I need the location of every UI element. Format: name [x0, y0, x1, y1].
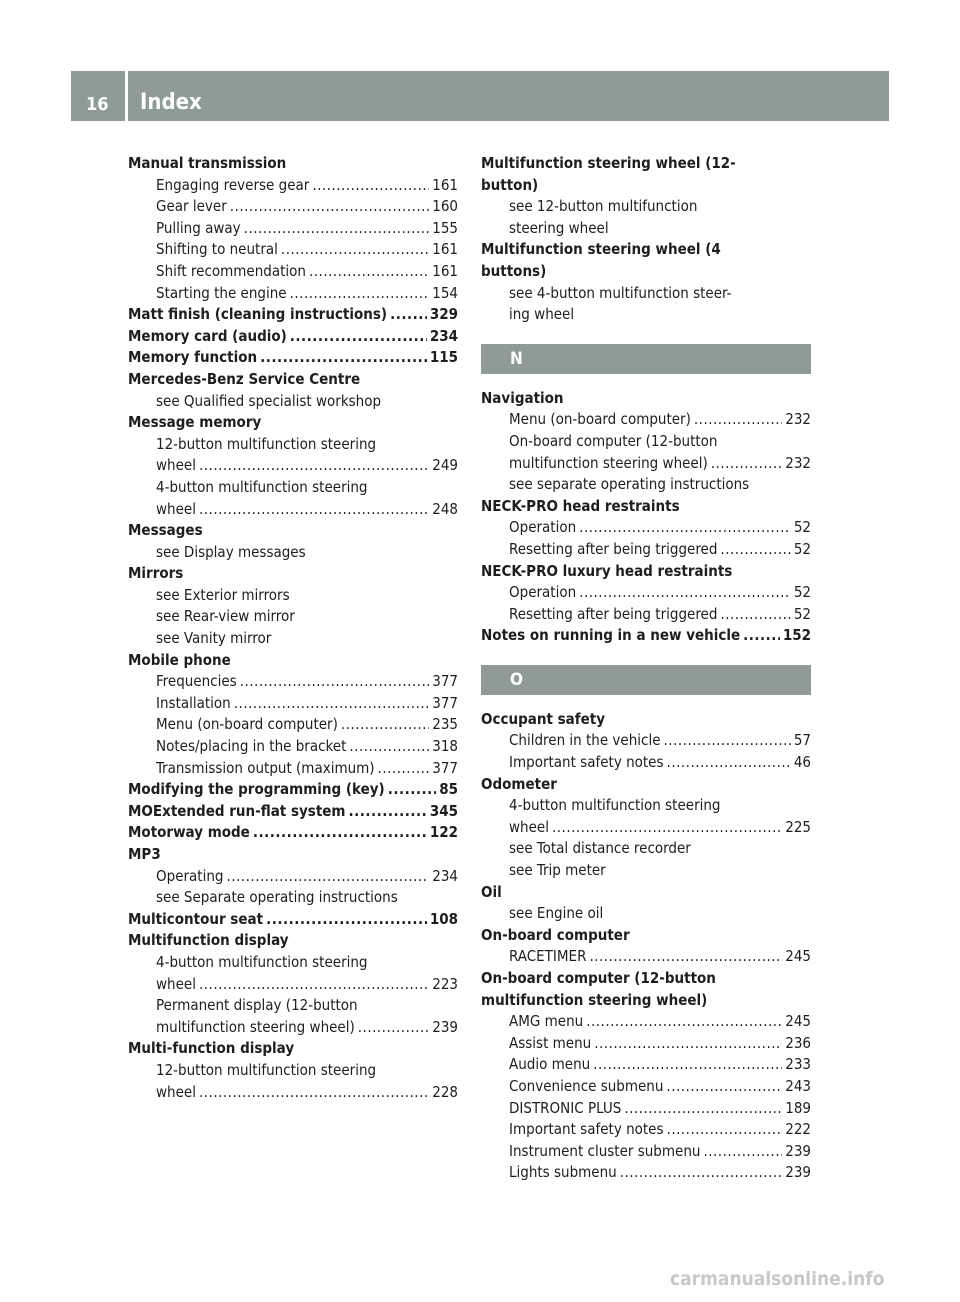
- entry-label: wheel: [509, 817, 549, 836]
- entry-label: Shift recommendation: [156, 261, 306, 280]
- dot-leader: [266, 909, 427, 931]
- entry-label: see Vanity mirror: [156, 629, 272, 648]
- entry-label: multifunction steering wheel): [481, 990, 708, 1009]
- page-reference[interactable]: 232: [785, 410, 811, 429]
- page-reference[interactable]: 377: [432, 672, 458, 691]
- entry-label: buttons): [481, 261, 547, 280]
- index-entry: [481, 774, 811, 796]
- entry-label: see separate operating instructions: [509, 475, 750, 494]
- index-entry: [481, 496, 811, 518]
- index-subentry: [128, 434, 458, 456]
- index-entry: [128, 412, 458, 434]
- index-subentry[interactable]: [481, 517, 811, 539]
- entry-label: Multifunction display: [128, 931, 289, 950]
- index-subentry[interactable]: [128, 866, 458, 888]
- entry-label: Transmission output (maximum): [156, 758, 375, 777]
- page-reference[interactable]: 233: [785, 1055, 811, 1074]
- entry-label: Lights submenu: [509, 1163, 617, 1182]
- index-subentry[interactable]: [481, 752, 811, 774]
- entry-label: Oil: [481, 882, 502, 901]
- page-reference[interactable]: 245: [785, 1012, 811, 1031]
- index-subentry: [481, 795, 811, 817]
- entry-label: see Display messages: [156, 542, 306, 561]
- page-reference[interactable]: 108: [429, 909, 458, 928]
- index-entry: [128, 369, 458, 391]
- entry-label: Gear lever: [156, 197, 227, 216]
- entry-label: Mobile phone: [128, 650, 231, 669]
- index-subentry[interactable]: [481, 1098, 811, 1120]
- page-reference[interactable]: 223: [432, 974, 458, 993]
- dot-leader: [349, 736, 429, 758]
- entry-label: 4-button multifunction steering: [156, 952, 368, 971]
- page-reference[interactable]: 161: [432, 261, 458, 280]
- index-entry[interactable]: [481, 625, 811, 647]
- dot-leader: [620, 1162, 783, 1184]
- page-reference[interactable]: 189: [785, 1098, 811, 1117]
- dot-leader: [594, 1033, 782, 1055]
- index-subentry[interactable]: [128, 175, 458, 197]
- index-subentry[interactable]: [128, 671, 458, 693]
- entry-label: Pulling away: [156, 218, 241, 237]
- entry-label: 4-button multifunction steering: [509, 796, 721, 815]
- page-reference[interactable]: 345: [429, 801, 458, 820]
- index-subentry[interactable]: [481, 539, 811, 561]
- entry-label: Multicontour seat: [128, 909, 264, 928]
- page-reference[interactable]: 154: [432, 283, 458, 302]
- dot-leader: [199, 974, 429, 996]
- index-entry: [481, 388, 811, 410]
- entry-label: wheel: [156, 456, 196, 475]
- index-subentry: [481, 838, 811, 860]
- entry-label: Shifting to neutral: [156, 240, 278, 259]
- page-reference[interactable]: 52: [793, 518, 811, 537]
- entry-label: ing wheel: [509, 305, 575, 324]
- entry-label: On-board computer: [481, 925, 630, 944]
- dot-leader: [666, 1076, 782, 1098]
- index-subentry: [481, 903, 811, 925]
- dot-leader: [720, 604, 790, 626]
- page-reference[interactable]: 248: [432, 499, 458, 518]
- entry-label: Navigation: [481, 388, 564, 407]
- index-entry: [481, 709, 811, 731]
- dot-leader: [244, 218, 430, 240]
- index-subentry: [128, 1060, 458, 1082]
- entry-label: Children in the vehicle: [509, 731, 661, 750]
- page-reference[interactable]: 222: [785, 1120, 811, 1139]
- entry-label: Occupant safety: [481, 709, 606, 728]
- dot-leader: [378, 758, 430, 780]
- page-reference[interactable]: 122: [429, 823, 458, 842]
- entry-label: NECK-PRO head restraints: [481, 496, 680, 515]
- page-reference[interactable]: 52: [793, 583, 811, 602]
- page-reference[interactable]: 245: [785, 947, 811, 966]
- entry-label: Operation: [509, 518, 577, 537]
- entry-label: see 4-button multifunction steer-: [509, 283, 732, 302]
- dot-leader: [586, 1011, 782, 1033]
- entry-label: Important safety notes: [509, 753, 664, 772]
- page-reference[interactable]: 234: [429, 326, 458, 345]
- index-subentry: [481, 431, 811, 453]
- page-reference[interactable]: 155: [432, 218, 458, 237]
- entry-label: see Trip meter: [509, 861, 606, 880]
- index-subentry: [481, 474, 811, 496]
- index-subentry[interactable]: [128, 239, 458, 261]
- dot-leader: [593, 1054, 782, 1076]
- entry-label: wheel: [156, 974, 196, 993]
- dot-leader: [312, 175, 429, 197]
- page-reference[interactable]: 85: [439, 780, 458, 799]
- index-entry: [481, 153, 811, 175]
- page-reference[interactable]: 225: [785, 817, 811, 836]
- index-entry: [128, 563, 458, 585]
- index-entry: [128, 844, 458, 866]
- dot-leader: [253, 822, 427, 844]
- page-number: 16: [86, 94, 109, 115]
- index-column-right: [481, 153, 811, 1184]
- entry-label: wheel: [156, 1082, 196, 1101]
- dot-leader: [226, 866, 429, 888]
- index-subentry: [481, 196, 811, 218]
- dot-leader: [388, 779, 436, 801]
- index-subentry[interactable]: [481, 730, 811, 752]
- entry-label: 12-button multifunction steering: [156, 434, 377, 453]
- index-subentry[interactable]: [481, 1054, 811, 1076]
- index-subentry[interactable]: [128, 758, 458, 780]
- index-entry: [128, 153, 458, 175]
- index-subentry: [128, 887, 458, 909]
- entry-label: Operating: [156, 866, 224, 885]
- index-entry: [481, 175, 811, 197]
- index-subentry[interactable]: [481, 946, 811, 968]
- index-entry: [481, 925, 811, 947]
- index-subentry[interactable]: [128, 499, 458, 521]
- dot-leader: [579, 582, 791, 604]
- entry-label: 12-button multifunction steering: [156, 1060, 377, 1079]
- index-entry[interactable]: [128, 347, 458, 369]
- entry-label: Mirrors: [128, 564, 184, 583]
- entry-label: multifunction steering wheel): [156, 1017, 355, 1036]
- index-subentry[interactable]: [128, 196, 458, 218]
- dot-leader: [341, 714, 429, 736]
- dot-leader: [234, 693, 429, 715]
- index-subentry[interactable]: [128, 1082, 458, 1104]
- page-reference[interactable]: 57: [793, 731, 811, 750]
- entry-label: button): [481, 175, 539, 194]
- index-subentry[interactable]: [128, 218, 458, 240]
- index-entry: [481, 561, 811, 583]
- dot-leader: [743, 625, 780, 647]
- index-subentry[interactable]: [481, 409, 811, 431]
- entry-label: Menu (on-board computer): [509, 410, 691, 429]
- entry-label: Assist menu: [509, 1033, 592, 1052]
- index-entry[interactable]: [128, 326, 458, 348]
- index-subentry[interactable]: [481, 1011, 811, 1033]
- page-reference[interactable]: 236: [785, 1033, 811, 1052]
- index-subentry[interactable]: [128, 455, 458, 477]
- index-subentry[interactable]: [481, 1119, 811, 1141]
- entry-label: see Rear-view mirror: [156, 607, 295, 626]
- page-reference[interactable]: 160: [432, 197, 458, 216]
- entry-label: Convenience submenu: [509, 1076, 664, 1095]
- dot-leader: [290, 283, 430, 305]
- entry-label: Multi-function display: [128, 1039, 295, 1058]
- page-reference[interactable]: 152: [782, 626, 811, 645]
- dot-leader: [579, 517, 791, 539]
- index-subentry[interactable]: [481, 582, 811, 604]
- entry-label: Operation: [509, 583, 577, 602]
- index-entry: [128, 1038, 458, 1060]
- dot-leader: [667, 1119, 783, 1141]
- dot-leader: [309, 261, 429, 283]
- entry-label: Motorway mode: [128, 823, 250, 842]
- dot-leader: [240, 671, 430, 693]
- index-subentry: [481, 860, 811, 882]
- page-reference[interactable]: 243: [785, 1076, 811, 1095]
- dot-leader: [199, 455, 429, 477]
- entry-label: On-board computer (12-button: [481, 969, 716, 987]
- index-entry: [481, 882, 811, 904]
- index-subentry[interactable]: [481, 1076, 811, 1098]
- dot-leader: [624, 1098, 782, 1120]
- entry-label: Multifunction steering wheel (4: [481, 240, 721, 259]
- index-subentry[interactable]: [481, 1033, 811, 1055]
- entry-label: see Total distance recorder: [509, 839, 691, 858]
- entry-label: 4-button multifunction steering: [156, 477, 368, 496]
- index-subentry: [128, 952, 458, 974]
- page-reference[interactable]: 239: [785, 1141, 811, 1160]
- dot-leader: [358, 1017, 429, 1039]
- entry-label: Menu (on-board computer): [156, 715, 338, 734]
- entry-label: see Exterior mirrors: [156, 585, 290, 604]
- entry-label: On-board computer (12-button: [509, 431, 718, 450]
- entry-label: Modifying the programming (key): [128, 780, 385, 799]
- index-subentry: [128, 995, 458, 1017]
- entry-label: NECK-PRO luxury head restraints: [481, 561, 733, 580]
- entry-label: Audio menu: [509, 1055, 591, 1074]
- index-subentry[interactable]: [481, 604, 811, 626]
- dot-leader: [390, 304, 427, 326]
- entry-label: steering wheel: [509, 218, 609, 237]
- index-entry: [481, 968, 811, 990]
- index-subentry: [481, 283, 811, 305]
- entry-label: Message memory: [128, 413, 262, 432]
- entry-label: Permanent display (12-button: [156, 996, 358, 1015]
- entry-label: Mercedes-Benz Service Centre: [128, 369, 361, 388]
- dot-leader: [694, 409, 782, 431]
- header-title-bar: [128, 71, 889, 121]
- entry-label: Starting the engine: [156, 283, 287, 302]
- index-entry[interactable]: [128, 822, 458, 844]
- index-subentry: [481, 218, 811, 240]
- dot-leader: [552, 817, 782, 839]
- entry-label: Resetting after being triggered: [509, 539, 718, 558]
- index-subentry[interactable]: [128, 693, 458, 715]
- entry-label: Instrument cluster submenu: [509, 1141, 701, 1160]
- entry-label: Memory function: [128, 348, 258, 367]
- index-letter-heading: N: [481, 344, 811, 374]
- index-subentry[interactable]: [128, 283, 458, 305]
- index-subentry[interactable]: [128, 261, 458, 283]
- watermark: carmanualsonline.info: [670, 1268, 885, 1290]
- page-reference[interactable]: 161: [432, 175, 458, 194]
- index-subentry[interactable]: [128, 714, 458, 736]
- dot-leader: [711, 453, 782, 475]
- page-reference[interactable]: 249: [432, 456, 458, 475]
- index-subentry[interactable]: [481, 817, 811, 839]
- index-entry: [128, 930, 458, 952]
- page-reference[interactable]: 52: [793, 604, 811, 623]
- entry-label: Odometer: [481, 774, 557, 793]
- index-entry: [481, 990, 811, 1012]
- page-reference[interactable]: 235: [432, 715, 458, 734]
- index-subentry: [481, 304, 811, 326]
- dot-leader: [260, 347, 427, 369]
- entry-label: RACETIMER: [509, 947, 587, 966]
- index-entry: [481, 261, 811, 283]
- entry-label: Resetting after being triggered: [509, 604, 718, 623]
- entry-label: Multifunction steering wheel (12-: [481, 154, 736, 172]
- index-entry: [128, 520, 458, 542]
- dot-leader: [199, 499, 429, 521]
- page-reference[interactable]: 46: [793, 753, 811, 772]
- entry-label: Installation: [156, 693, 231, 712]
- page-reference[interactable]: 239: [785, 1163, 811, 1182]
- entry-label: see Engine oil: [509, 904, 604, 923]
- entry-label: see Qualified specialist workshop: [156, 391, 382, 410]
- dot-leader: [720, 539, 790, 561]
- index-subentry[interactable]: [481, 1162, 811, 1184]
- index-subentry: [128, 606, 458, 628]
- entry-label: Important safety notes: [509, 1120, 664, 1139]
- index-subentry[interactable]: [128, 1017, 458, 1039]
- dot-leader: [230, 196, 429, 218]
- page-reference[interactable]: 318: [432, 737, 458, 756]
- index-subentry: [128, 542, 458, 564]
- index-entry: [481, 239, 811, 261]
- entry-label: Memory card (audio): [128, 326, 287, 345]
- dot-leader: [290, 326, 427, 348]
- page-reference[interactable]: 239: [432, 1017, 458, 1036]
- entry-label: Frequencies: [156, 672, 237, 691]
- page-reference[interactable]: 228: [432, 1082, 458, 1101]
- entry-label: Messages: [128, 521, 203, 540]
- index-column-left: [128, 153, 458, 1103]
- dot-leader: [703, 1141, 782, 1163]
- index-entry: [128, 650, 458, 672]
- index-entry[interactable]: [128, 779, 458, 801]
- entry-label: see 12-button multifunction: [509, 197, 698, 216]
- entry-label: MOExtended run-flat system: [128, 801, 346, 820]
- index-subentry[interactable]: [128, 736, 458, 758]
- page-reference[interactable]: 115: [429, 348, 458, 367]
- entry-label: Notes on running in a new vehicle: [481, 626, 741, 645]
- page-reference[interactable]: 52: [793, 539, 811, 558]
- index-entry[interactable]: [128, 801, 458, 823]
- page-title: Index: [140, 90, 202, 115]
- dot-leader: [664, 730, 791, 752]
- index-letter-heading: O: [481, 665, 811, 695]
- dot-leader: [589, 946, 782, 968]
- page-reference[interactable]: 161: [432, 240, 458, 259]
- page-reference[interactable]: 377: [432, 758, 458, 777]
- index-subentry: [128, 585, 458, 607]
- page-reference[interactable]: 377: [432, 693, 458, 712]
- dot-leader: [199, 1082, 429, 1104]
- entry-label: multifunction steering wheel): [509, 453, 708, 472]
- index-entry[interactable]: [128, 909, 458, 931]
- page-reference[interactable]: 329: [429, 305, 458, 324]
- index-subentry: [128, 628, 458, 650]
- index-subentry[interactable]: [128, 974, 458, 996]
- index-subentry: [128, 477, 458, 499]
- index-subentry: [128, 391, 458, 413]
- page-reference[interactable]: 232: [785, 453, 811, 472]
- entry-label: AMG menu: [509, 1012, 584, 1031]
- entry-label: see Separate operating instructions: [156, 888, 398, 907]
- index-entry[interactable]: [128, 304, 458, 326]
- entry-label: Manual transmission: [128, 154, 287, 172]
- dot-leader: [281, 239, 429, 261]
- entry-label: MP3: [128, 845, 161, 863]
- entry-label: Matt finish (cleaning instructions): [128, 305, 388, 324]
- index-subentry[interactable]: [481, 453, 811, 475]
- entry-label: Notes/placing in the bracket: [156, 737, 347, 756]
- dot-leader: [667, 752, 791, 774]
- dot-leader: [349, 801, 427, 823]
- entry-label: Engaging reverse gear: [156, 175, 310, 194]
- entry-label: wheel: [156, 499, 196, 518]
- entry-label: DISTRONIC PLUS: [509, 1098, 622, 1117]
- index-subentry[interactable]: [481, 1141, 811, 1163]
- page-reference[interactable]: 234: [432, 866, 458, 885]
